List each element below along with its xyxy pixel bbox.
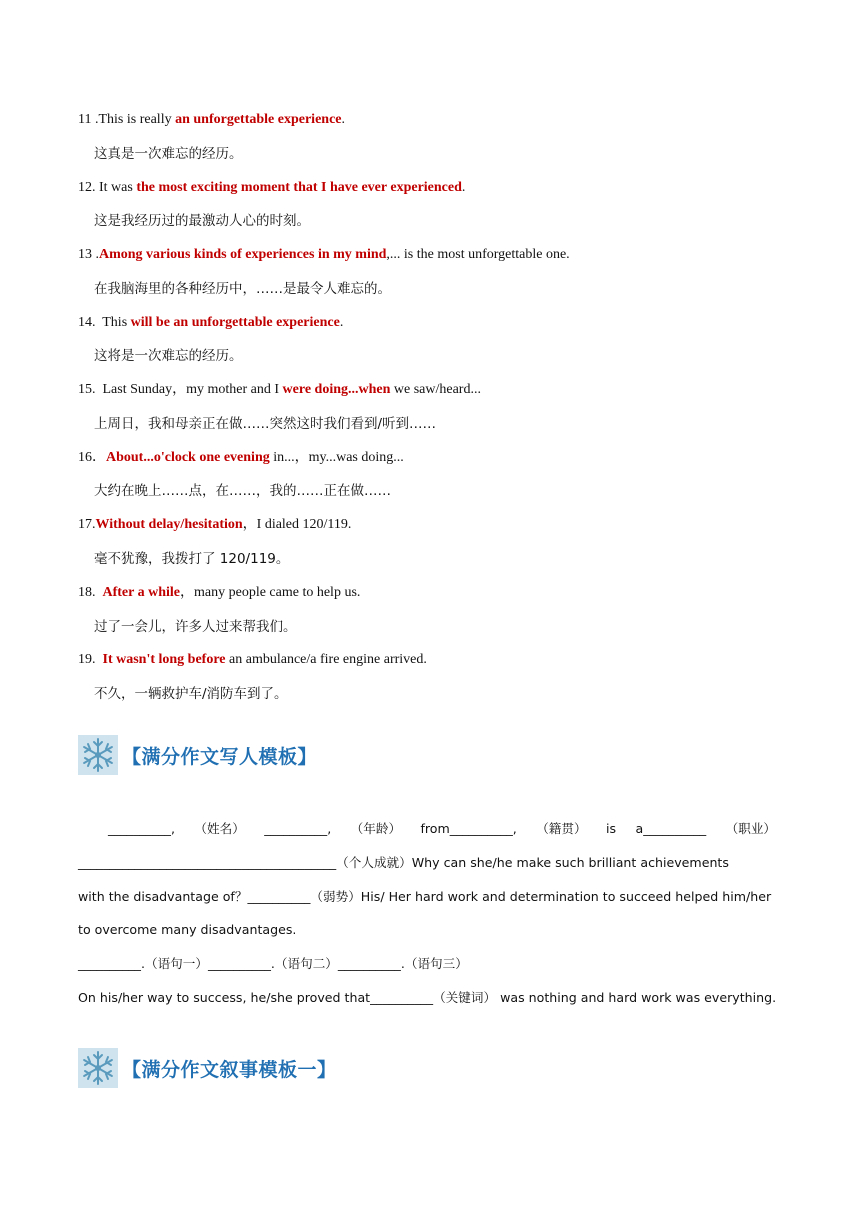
sentence-13: 13 .Among various kinds of experiences in my mind,... is the most unforgettable one. — [78, 247, 570, 262]
section-title: 【满分作文叙事模板一】 — [122, 1058, 337, 1081]
template-line-4: to overcome many disadvantages. — [78, 922, 297, 937]
key-phrase: were doing...when — [282, 382, 391, 397]
translation-15: 上周日，我和母亲正在做……突然这时我们看到/听到…… — [94, 416, 437, 432]
template-line-3: with the disadvantage of？__________（弱势）His/ Her hard work and determination to succeed helped him/her — [78, 889, 772, 904]
translation-19: 不久，一辆救护车/消防车到了。 — [94, 686, 288, 702]
sentence-15: 15. Last Sunday，my mother and I were doing...when we saw/heard... — [78, 382, 481, 397]
translation-14: 这将是一次难忘的经历。 — [94, 348, 243, 364]
template-line-1: __________, （姓名） __________, （年龄） from__________, （籍贯） is a__________ （职业） — [108, 821, 776, 836]
section-heading-narrative — [78, 1046, 337, 1090]
translation-18: 过了一会儿，许多人过来帮我们。 — [94, 619, 297, 635]
sentence-17: 17.Without delay/hesitation，I dialed 120/119. — [78, 517, 352, 532]
translation-13: 在我脑海里的各种经历中，……是最令人难忘的。 — [94, 281, 391, 297]
section-title: 【满分作文写人模板】 — [122, 745, 318, 768]
sentence-11: 11 .This is really an unforgettable experience. — [78, 112, 346, 127]
key-phrase: Without delay/hesitation — [95, 517, 243, 532]
sentence-18: 18. After a while，many people came to help us. — [78, 585, 361, 600]
section-heading-portrait — [78, 733, 317, 777]
snowflake-icon — [78, 735, 118, 775]
sentence-19: 19. It wasn't long before an ambulance/a fire engine arrived. — [78, 652, 427, 667]
template-line-5: __________.（语句一）__________.（语句二）__________.（语句三） — [78, 956, 468, 971]
key-phrase: About...o'clock one evening — [106, 450, 270, 465]
translation-12: 这是我经历过的最激动人心的时刻。 — [94, 213, 310, 229]
translation-16: 大约在晚上……点，在……，我的……正在做…… — [94, 483, 391, 499]
key-phrase: an unforgettable experience — [175, 112, 342, 127]
translation-11: 这真是一次难忘的经历。 — [94, 146, 243, 162]
key-phrase: the most exciting moment that I have ever experienced — [136, 180, 462, 195]
sentence-14: 14. This will be an unforgettable experience. — [78, 315, 344, 330]
key-phrase: Among various kinds of experiences in my mind — [99, 247, 387, 262]
template-line-6: On his/her way to success, he/she proved that__________（关键词） was nothing and hard work was everything. — [78, 990, 777, 1005]
key-phrase: will be an unforgettable experience — [130, 315, 340, 330]
translation-17: 毫不犹豫，我拨打了 120/119。 — [94, 551, 290, 567]
key-phrase: After a while — [102, 585, 180, 600]
template-line-2: _________________________________________（个人成就）Why can she/he make such brilliant achievements — [78, 855, 729, 870]
sentence-12: 12. It was the most exciting moment that I have ever experienced. — [78, 180, 466, 195]
key-phrase: It wasn't long before — [102, 652, 226, 667]
snowflake-icon — [78, 1048, 118, 1088]
sentence-16: 16．About...o'clock one evening in...，my...was doing... — [78, 450, 404, 465]
